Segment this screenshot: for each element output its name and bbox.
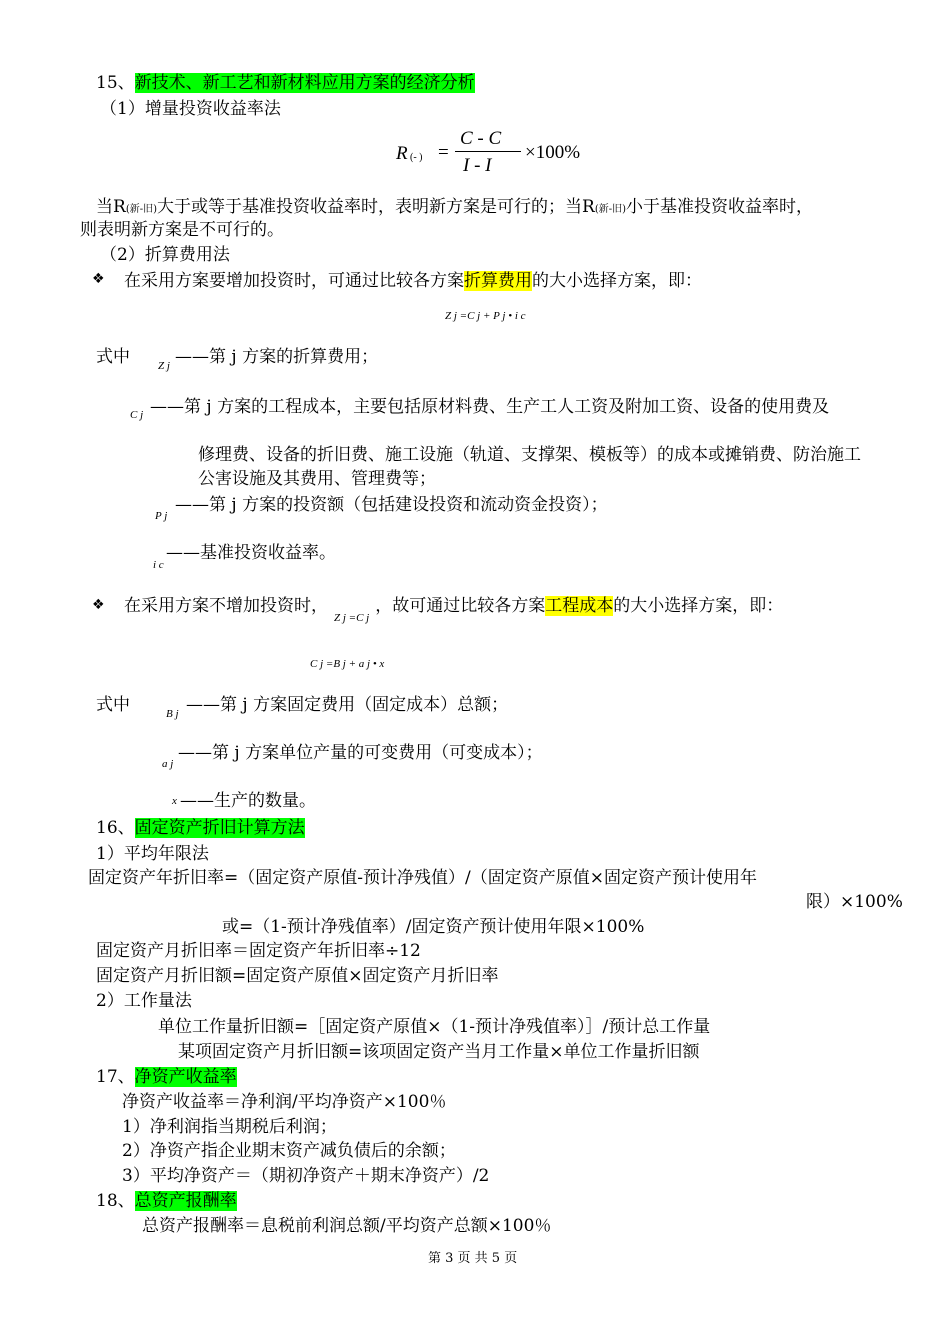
page-footer: 第 3 页 共 5 页: [428, 1251, 518, 1266]
symbol-zj: Z j: [158, 360, 170, 372]
formula-line: 某项固定资产月折旧额=该项固定资产当月工作量×单位工作量折旧额: [178, 1042, 700, 1062]
definition-ic: ——基准投资收益率。: [166, 543, 336, 563]
symbol-x: x: [172, 795, 177, 807]
paragraph-incremental-cont: 则表明新方案是不可行的。: [80, 220, 284, 240]
inline-formula: Z j =C j: [334, 612, 370, 624]
formula-r-symbol: R: [396, 143, 408, 164]
formula-numerator: C - C: [460, 128, 502, 149]
definition-pj: ——第 j 方案的投资额（包括建设投资和流动资金投资）；: [175, 495, 608, 515]
formula-line: 或=（1-预计净残值率）/固定资产预计使用年限×100%: [222, 917, 645, 937]
definition-cj-cont: 公害设施及其费用、管理费等；: [198, 469, 436, 489]
formula-line-cont: 限）×100%: [806, 892, 903, 912]
section-17-heading: [96, 1066, 237, 1088]
section-title: 新技术、新工艺和新材料应用方案的经济分析: [134, 73, 475, 93]
section-number: 18、: [96, 1191, 135, 1211]
diamond-bullet-icon: ❖: [92, 597, 105, 613]
symbol-cj: C j: [130, 409, 144, 421]
text-run: 大于或等于基准投资收益率时，表明新方案是可行的；当R: [157, 197, 595, 217]
symbol-aj: a j: [162, 758, 174, 770]
formula-line: 总资产报酬率＝息税前利润总额/平均资产总额×100％: [142, 1216, 552, 1236]
text-run: ，故可通过比较各方案: [375, 596, 546, 616]
definition-cj: ——第 j 方案的工程成本，主要包括原材料费、生产工人工资及附加工资、设备的使用费及: [150, 397, 830, 417]
symbol-pj: P j: [155, 510, 168, 522]
text-run: 的大小选择方案，即：: [532, 271, 702, 291]
section-number: 15、: [96, 73, 135, 93]
list-item: 2）净资产指企业期末资产减负债后的余额；: [122, 1141, 456, 1161]
symbol-bj: B j: [166, 708, 179, 720]
formula-denominator: I - I: [463, 155, 492, 176]
formula-times-100: ×100%: [525, 142, 581, 163]
text-run: 在采用方案不增加投资时，: [124, 596, 328, 616]
definition-cj-cont: 修理费、设备的折旧费、施工设施（轨道、支撑架、模板等）的成本或摊销费、防治施工: [198, 445, 861, 465]
where-label: 式中: [96, 695, 130, 715]
paragraph-incremental: [96, 196, 813, 221]
subscript: (新-旧): [594, 204, 626, 215]
section-title: 净资产收益率: [134, 1067, 237, 1087]
definition-bj: ——第 j 方案固定费用（固定成本）总额；: [186, 695, 509, 715]
diamond-bullet-icon: ❖: [92, 271, 105, 287]
formula-line: 净资产收益率＝净利润/平均净资产×100％: [122, 1092, 447, 1112]
text-run: 当R: [96, 197, 126, 217]
where-label: 式中: [96, 347, 130, 367]
subscript: (新-旧): [125, 204, 157, 215]
section-number: 17、: [96, 1067, 135, 1087]
formula-line: 固定资产月折旧率＝固定资产年折旧率÷12: [96, 941, 421, 961]
highlight-term: 折算费用: [464, 271, 532, 291]
symbol-ic: i c: [153, 559, 164, 571]
section-title: 总资产报酬率: [134, 1191, 237, 1211]
section-number: 16、: [96, 818, 135, 838]
method-heading: 1）平均年限法: [96, 844, 209, 864]
method-heading: （1）增量投资收益率法: [100, 99, 281, 119]
formula-line: 单位工作量折旧额=［固定资产原值×（1-预计净残值率）］/预计总工作量: [158, 1017, 711, 1037]
formula-r-subscript: (- ): [410, 152, 423, 163]
formula-engineering-cost: C j =B j + a j • x: [310, 658, 385, 670]
list-item: 3）平均净资产＝（期初净资产＋期末净资产）/2: [122, 1166, 490, 1186]
text-run: 小于基准投资收益率时，: [626, 197, 813, 217]
definition-x: ——生产的数量。: [180, 791, 316, 811]
method-heading: 2）工作量法: [96, 991, 192, 1011]
text-run: 在采用方案要增加投资时，可通过比较各方案: [124, 271, 464, 291]
section-18-heading: [96, 1190, 237, 1212]
bullet-text: [124, 595, 784, 624]
list-item: 1）净利润指当期税后利润；: [122, 1117, 337, 1137]
bullet-text: [124, 270, 702, 292]
formula-converted-cost: Z j =C j + P j • i c: [445, 310, 526, 322]
text-run: 的大小选择方案，即：: [613, 596, 784, 616]
section-15-heading: [96, 72, 475, 94]
formula-equals: =: [438, 142, 449, 163]
section-title: 固定资产折旧计算方法: [134, 818, 305, 838]
highlight-term: 工程成本: [545, 596, 614, 616]
fraction-bar: [455, 151, 521, 152]
definition-zj: ——第 j 方案的折算费用；: [175, 347, 379, 367]
definition-aj: ——第 j 方案单位产量的可变费用（可变成本）；: [178, 743, 543, 763]
formula-line: 固定资产年折旧率=（固定资产原值-预计净残值）/（固定资产原值×固定资产预计使用年: [88, 868, 757, 888]
section-16-heading: [96, 817, 305, 839]
formula-line: 固定资产月折旧额=固定资产原值×固定资产月折旧率: [96, 966, 499, 986]
method-heading: （2）折算费用法: [100, 245, 230, 265]
